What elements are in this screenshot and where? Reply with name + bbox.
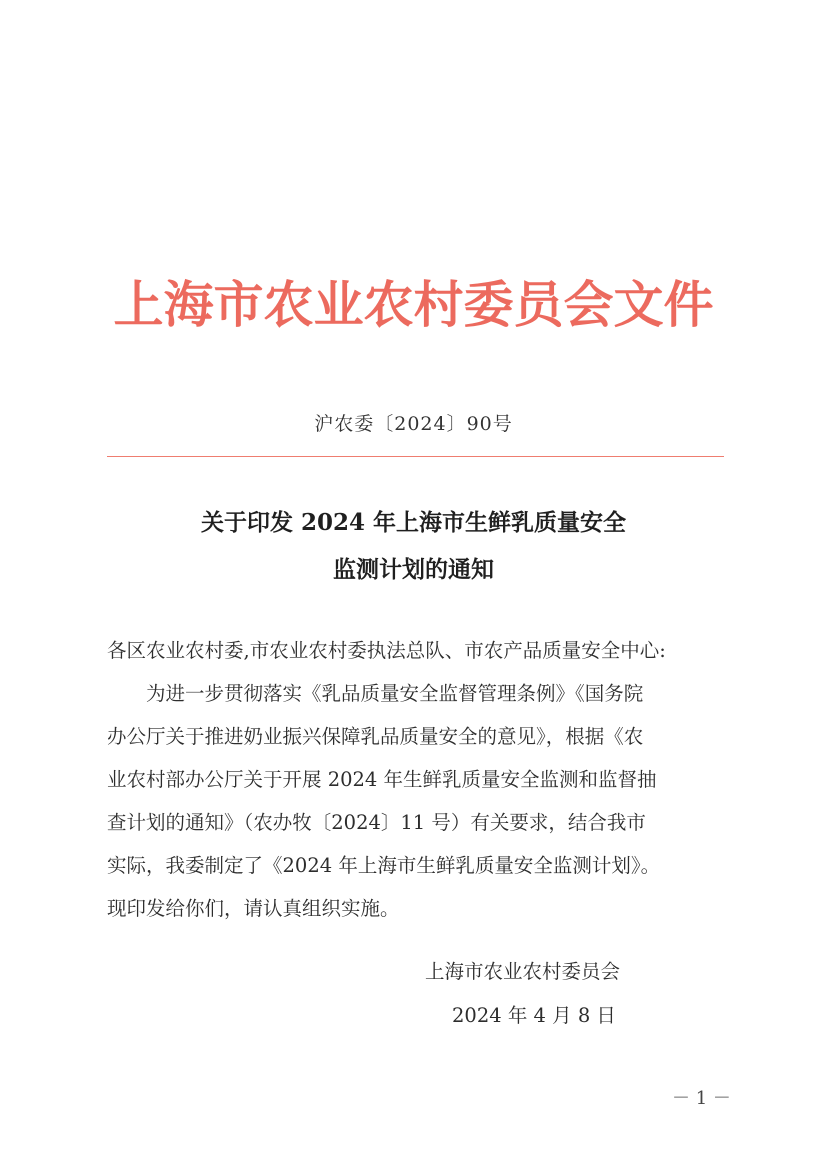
body-paragraph-line: 办公厅关于推进奶业振兴保障乳品质量安全的意见》，根据《农 [107, 725, 644, 748]
signature-date: 2024 年 4 月 8 日 [452, 1004, 616, 1027]
red-divider-line [107, 456, 724, 457]
body-paragraph-line: 实际，我委制定了《2024 年上海市生鲜乳质量安全监测计划》。 [107, 854, 661, 877]
body-paragraph-line: 查计划的通知》（农办牧〔2024〕11 号）有关要求，结合我市 [107, 811, 646, 834]
document-title-line-1: 关于印发 2024 年上海市生鲜乳质量安全 [200, 509, 627, 536]
document-title-line-2: 监测计划的通知 [333, 556, 494, 583]
document-number: 沪农委〔2024〕90号 [314, 413, 513, 435]
issuer-heading: 上海市农业农村委员会文件 [113, 275, 714, 334]
addressee-line: 各区农业农村委,市农业农村委执法总队、市农产品质量安全中心: [107, 639, 666, 662]
body-paragraph-line: 为进一步贯彻落实《乳品质量安全监督管理条例》《国务院 [146, 682, 644, 705]
body-paragraph-line: 现印发给你们，请认真组织实施。 [107, 897, 400, 920]
signature-organization: 上海市农业农村委员会 [425, 960, 621, 983]
page-number: － 1 － [672, 1088, 731, 1109]
body-paragraph-line: 业农村部办公厅关于开展 2024 年生鲜乳质量安全监测和监督抽 [107, 768, 657, 791]
